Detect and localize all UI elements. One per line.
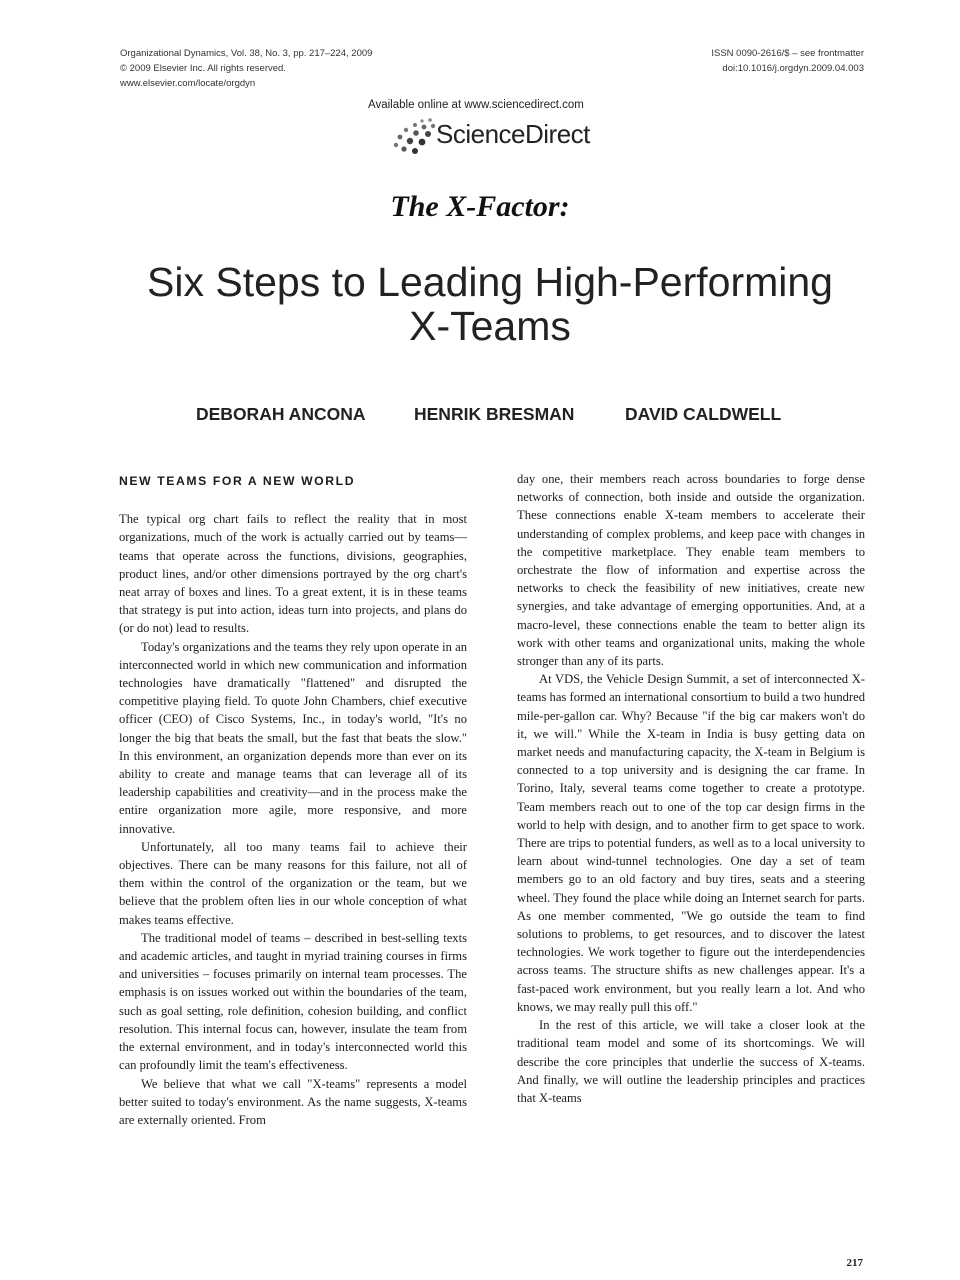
body-column-left xyxy=(119,470,467,1129)
sciencedirect-dots-logo-icon xyxy=(382,113,442,157)
author-list xyxy=(0,404,960,434)
journal-citation-header xyxy=(120,46,372,91)
body-paragraph: In the rest of this article, we will take a closer look at the traditional team model and some of its shortcomings. We will describe the core principles that underlie the success of X-teams. And finally, we will outline the leadership principles and practices that X-teams xyxy=(517,1018,865,1105)
body-paragraph: We believe that what we call "X-teams" represents a model better suited to today's environment. As the name suggests, X-teams are externally oriented. From xyxy=(119,1076,467,1127)
header-line: ISSN 0090-2616/$ – see frontmatter xyxy=(711,48,864,59)
available-online-text[interactable]: Available online at www.sciencedirect.com xyxy=(368,99,584,111)
title-line: X-Teams xyxy=(409,303,571,349)
sciencedirect-wordmark: ScienceDirect xyxy=(436,119,590,149)
author-name: HENRIK BRESMAN xyxy=(414,404,575,424)
body-paragraph: The typical org chart fails to reflect the reality that in most organizations, much of the work is actually carried out by teams—teams that operate across the functions, divisions, geographies, product lines, and/or other dimensions portrayed by the org chart's neat array of boxes and lines. To a great extent, it is in these teams that strategy is put into action, ideas turn into projects, and plans do (or do not) lead to results. xyxy=(119,512,467,636)
issn-doi-header xyxy=(711,46,864,76)
author-name: DAVID CALDWELL xyxy=(625,404,782,424)
body-paragraph: At VDS, the Vehicle Design Summit, a set of interconnected X-teams has formed an international consortium to build a two hundred mile-per-gallon car. Why? Because "if the big car makers won't do it, we will." While the X-team in India is busy getting data on market needs and manufacturing capacity, the X-team in Belgium is connected to a top university and is designing the car frame. In Torino, Italy, several teams come together to create a prototype. Team members reach out to one of the top car design firms in the world to help with design, and to another firm to get space to work. There are trips to potential funders, as well as to a local university to learn about wind-tunnel technologies. One day a set of team members go to an old factory and buy tires, seats and a steering wheel. They found the place while doing an Internet search for parts. As one member commented, "We go outside the team to find solutions to problems, to get resources, and to discover the latest technologies. We work together to figure out the interdependencies across teams. The structure shifts as new challenges appear. It's a fast-paced work environment, but you really learn a lot. And who knows, we may really pull this off." xyxy=(517,672,865,1014)
body-paragraph: Unfortunately, all too many teams fail to achieve their objectives. There can be many reasons for this failure, not all of them within the control of the organization or the team, but we believe that the problem often lies in our whole conception of what makes teams effective. xyxy=(119,839,467,927)
body-paragraph: day one, their members reach across boundaries to forge dense networks of connection, both inside and outside the organization. These connections enable X-team members to accelerate their understanding of complex problems, and keep pace with changes in the competitive marketplace. They enable team members to orchestrate the flow of information and expertise across the networks to check the feasibility of new initiatives, create new synergies, and take advantage of emerging opportunities. And, at a macro-level, these connections enable the team to better align its work with other teams and organizational units, making the whole stronger than any of its parts. xyxy=(517,472,865,669)
header-link[interactable]: www.elsevier.com/locate/orgdyn xyxy=(120,78,256,89)
header-line: © 2009 Elsevier Inc. All rights reserved. xyxy=(120,63,286,74)
publisher-banner xyxy=(360,99,620,159)
article-kicker: The X-Factor: xyxy=(390,190,570,223)
body-column-right xyxy=(517,470,865,1107)
title-line: Six Steps to Leading High-Performing xyxy=(147,259,833,305)
header-line: Organizational Dynamics, Vol. 38, No. 3, pp. 217–224, 2009 xyxy=(120,48,373,59)
doi-link[interactable]: doi:10.1016/j.orgdyn.2009.04.003 xyxy=(722,63,864,74)
body-paragraph: Today's organizations and the teams they rely upon operate in an interconnected world in which new communication and information technologies have dramatically "flattened" and disrupted the competitive playing field. To quote John Chambers, chief executive officer (CEO) of Cisco Systems, Inc., in today's world, "It's no longer the big that beats the small, but the fast that beats the slow." In this environment, an organization depends more than ever on its ability to create and manage teams that can leverage all of its leadership capabilities and creativity—and in the process make the entire organization more agile, more responsive, and more innovative. xyxy=(119,639,467,836)
page-number: 217 xyxy=(846,1257,863,1269)
author-name: DEBORAH ANCONA xyxy=(196,404,366,424)
article-title xyxy=(100,260,880,348)
body-paragraph: The traditional model of teams – described in best-selling texts and academic articles, and taught in myriad training courses in firms and universities – focuses primarily on internal team processes. The emphasis is on issues worked out within the boundaries of the team, such as goal setting, role definition, cohesion building, and conflict resolution. This internal focus can, however, insulate the team from the external environment, and in today's interconnected world this can profoundly limit the team's effectiveness. xyxy=(119,930,467,1073)
section-heading: NEW TEAMS FOR A NEW WORLD xyxy=(119,474,356,488)
